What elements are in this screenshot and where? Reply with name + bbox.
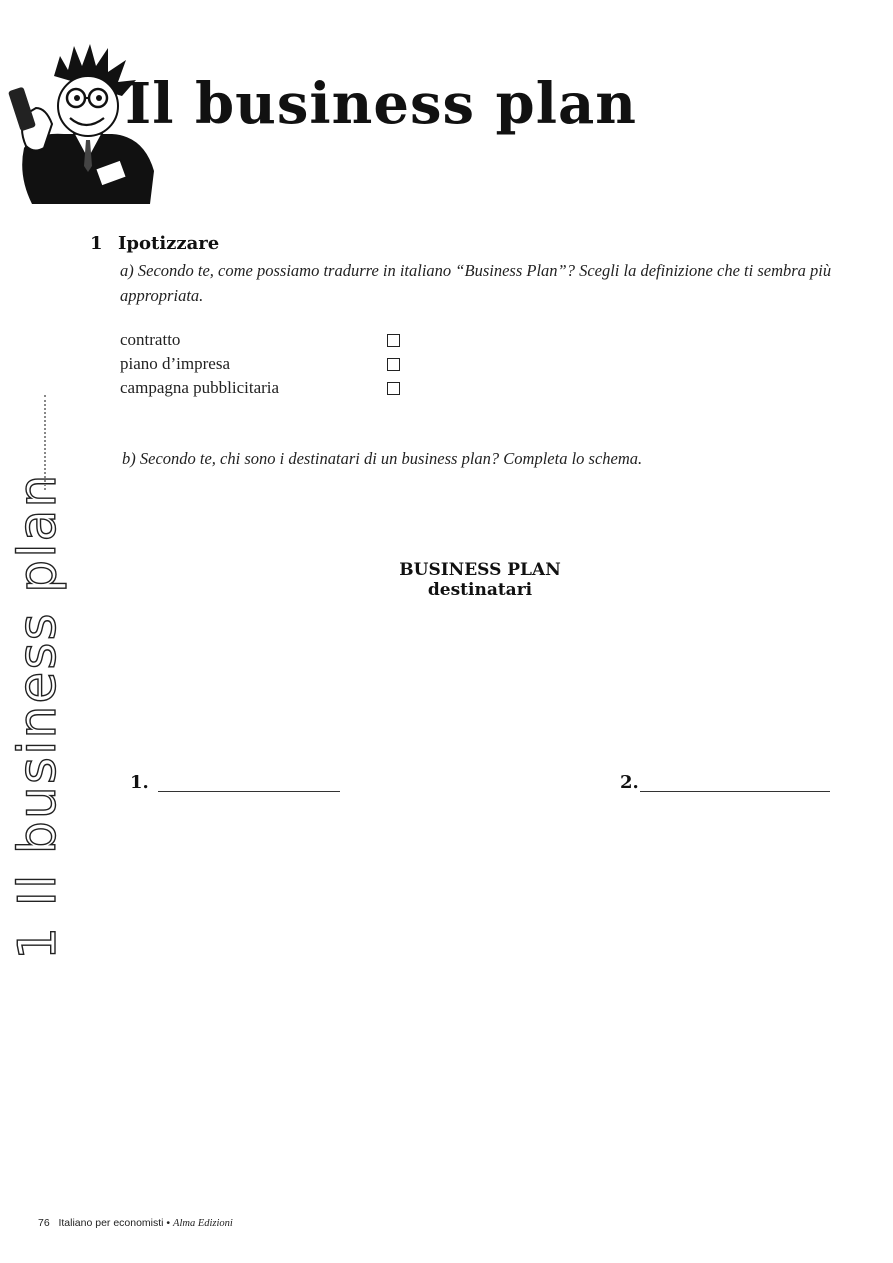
option-piano-d-impresa[interactable]: [120, 354, 410, 378]
blank-answer-1[interactable]: [158, 791, 340, 792]
blank-number-2: 2.: [620, 772, 639, 793]
option-label: piano d’impresa: [120, 354, 230, 373]
instruction-part-b: b) Secondo te, chi sono i destinatari di un business plan? Completa lo schema.: [122, 449, 643, 468]
option-label: campagna pubblicitaria: [120, 378, 280, 397]
page-number: 76: [38, 1217, 50, 1229]
side-chapter-label: 1 Il business plan: [8, 472, 68, 960]
diagram-title-line2: destinatari: [427, 580, 533, 600]
checkbox[interactable]: [387, 334, 400, 347]
instruction-part-a: a) Secondo te, come possiamo tradurre in italiano “Business Plan”? Scegli la definizione che ti sembra più appropriata.: [120, 261, 832, 305]
margin-dotted-rule: [44, 395, 46, 490]
book-title: Italiano per economisti •: [58, 1217, 171, 1229]
option-contratto[interactable]: [120, 330, 410, 354]
page-title: Il business plan: [125, 71, 637, 137]
diagram-title-line1: BUSINESS PLAN: [399, 560, 561, 580]
exercise-title: Ipotizzare: [118, 233, 220, 254]
option-campagna-pubblicitaria[interactable]: [120, 378, 410, 402]
diagram-title: [340, 560, 620, 600]
checkbox[interactable]: [387, 358, 400, 371]
option-label: contratto: [120, 330, 181, 349]
page-footer: [38, 1217, 233, 1229]
checkbox[interactable]: [387, 382, 400, 395]
publisher: Alma Edizioni: [173, 1218, 233, 1229]
exercise-number: 1: [90, 233, 103, 254]
blank-answer-2[interactable]: [640, 791, 830, 792]
blank-number-1: 1.: [130, 772, 149, 793]
